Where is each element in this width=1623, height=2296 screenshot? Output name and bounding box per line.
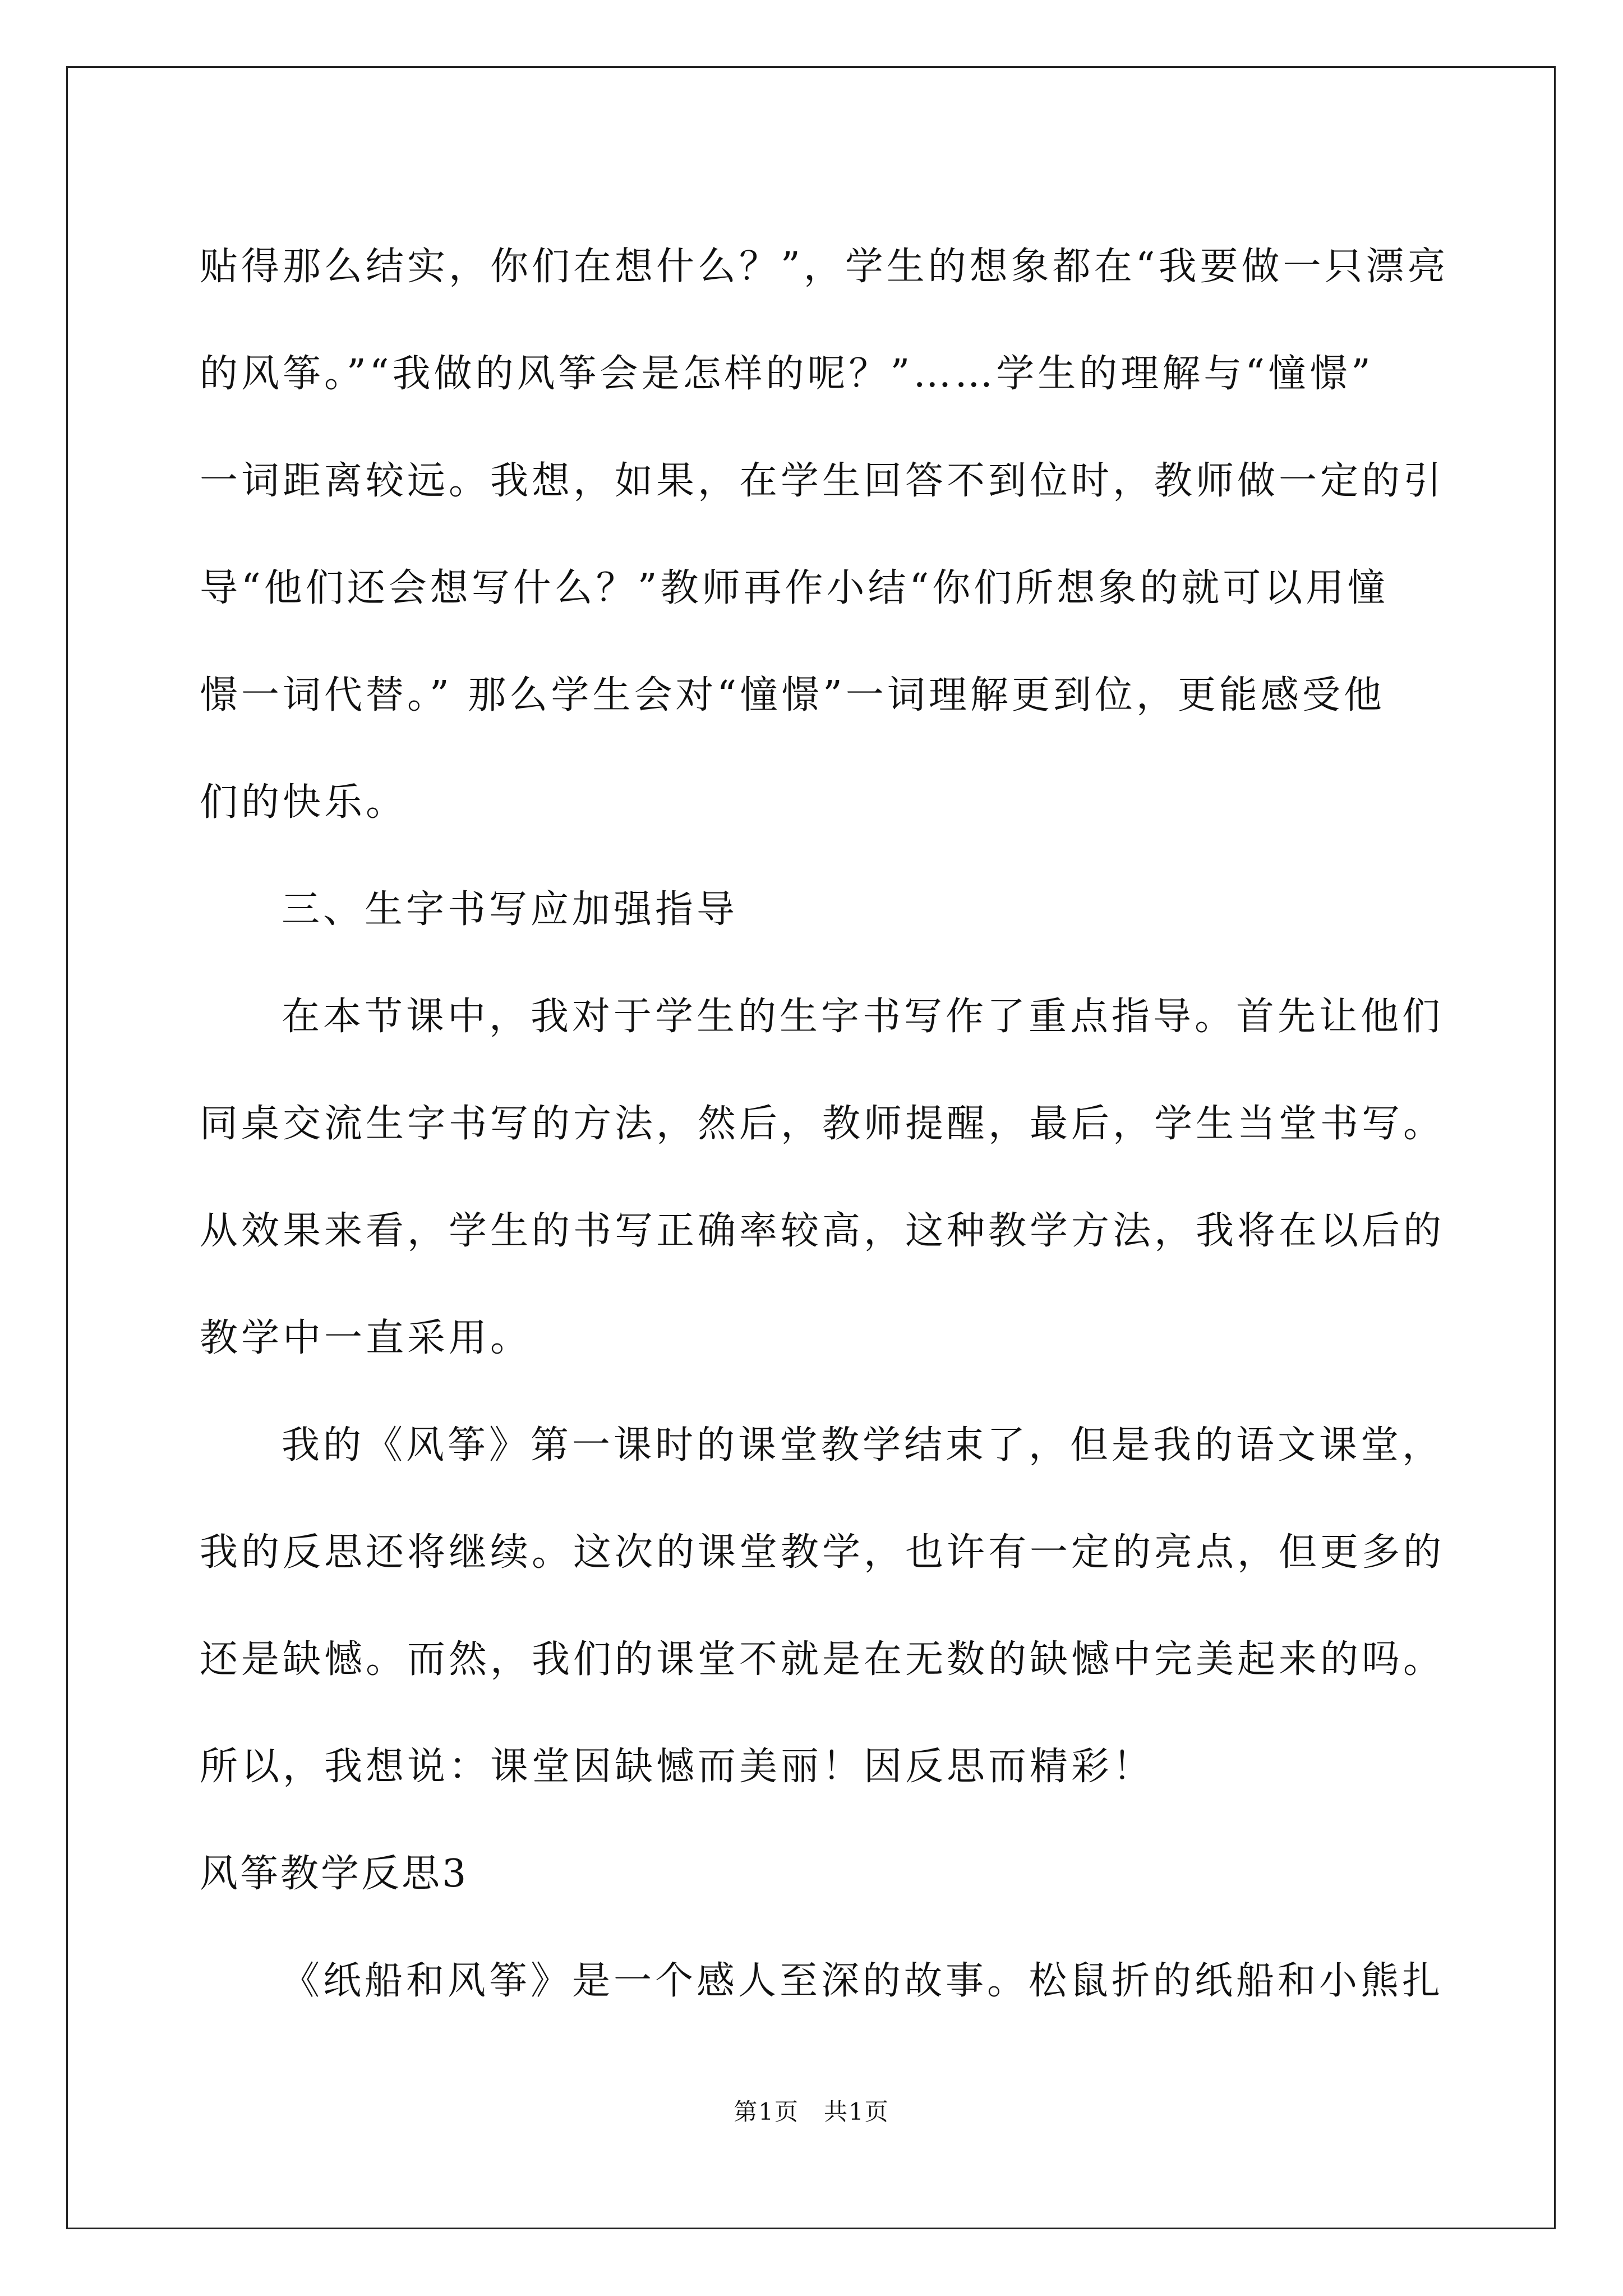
document-body bbox=[200, 213, 1449, 2035]
paragraph-line: 导“他们还会想写什么？”教师再作小结“你们所想象的就可以用憧 bbox=[200, 566, 1389, 610]
paragraph-line: 的风筝。”“我做的风筝会是怎样的呢？”……学生的理解与“憧憬” bbox=[200, 352, 1374, 396]
paragraph-line: 《纸船和风筝》是一个感人至深的故事。松鼠折的纸船和小熊扎 bbox=[282, 1959, 1444, 2003]
section-heading: 三、生字书写应加强指导 bbox=[282, 887, 739, 932]
article-title: 风筝教学反思3 bbox=[200, 1852, 469, 1896]
paragraph-line: 憬一词代替。” 那么学生会对“憧憬”一词理解更到位，更能感受他 bbox=[200, 673, 1385, 717]
paragraph-line: 教学中一直采用。 bbox=[200, 1316, 532, 1360]
page-footer: 第1页 共1页 bbox=[734, 2098, 889, 2125]
paragraph-line: 我的《风筝》第一课时的课堂教学结束了，但是我的语文课堂， bbox=[282, 1423, 1444, 1467]
paragraph-line: 我的反思还将继续。这次的课堂教学，也许有一定的亮点，但更多的 bbox=[200, 1530, 1445, 1575]
paragraph-line: 们的快乐。 bbox=[200, 780, 408, 825]
paragraph-line: 所以，我想说：课堂因缺憾而美丽！因反思而精彩！ bbox=[200, 1745, 1155, 1789]
paragraph-line: 贴得那么结实，你们在想什么？”，学生的想象都在“我要做一只漂亮 bbox=[200, 245, 1449, 289]
paragraph-line: 在本节课中，我对于学生的生字书写作了重点指导。首先让他们 bbox=[282, 995, 1444, 1039]
paragraph-line: 还是缺憾。而然，我们的课堂不就是在无数的缺憾中完美起来的吗。 bbox=[200, 1637, 1445, 1682]
paragraph-line: 一词距离较远。我想，如果，在学生回答不到位时，教师做一定的引 bbox=[200, 459, 1445, 503]
paragraph-line: 从效果来看，学生的书写正确率较高，这种教学方法，我将在以后的 bbox=[200, 1209, 1445, 1253]
paragraph-line: 同桌交流生字书写的方法，然后，教师提醒，最后，学生当堂书写。 bbox=[200, 1102, 1445, 1146]
